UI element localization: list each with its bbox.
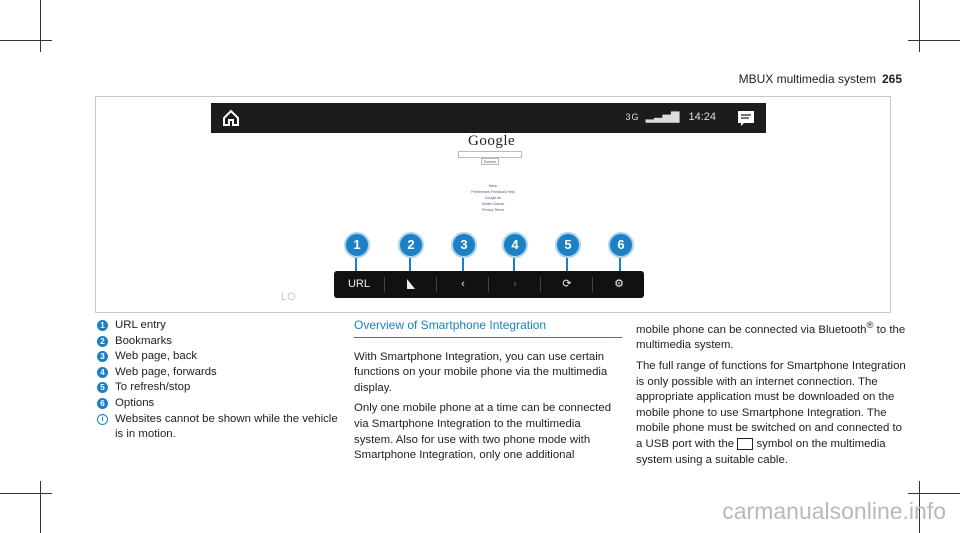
- crop-mark: [908, 40, 960, 41]
- paragraph: [636, 318, 906, 354]
- options-button[interactable]: [594, 271, 644, 298]
- crop-mark: [40, 481, 41, 533]
- paragraph-text: mobile phone can be connected via Bluetooth: [636, 323, 867, 336]
- crop-mark: [908, 493, 960, 494]
- google-link[interactable]: Google.de: [484, 196, 502, 200]
- google-link[interactable]: Feedback: [491, 190, 507, 194]
- paragraph: Only one mobile phone at a time can be connected via Smartphone Integration to the multimedia system. Also for use with two phone mode with Smartphone Integration, only one additional: [354, 402, 612, 462]
- google-links: [468, 183, 518, 213]
- paragraph-text: The full range of functions for Smartphone Integration is only possible with an internet connection. The appropriate application must be downloaded on the mobile phone to use Smartphone Integration. The mobile phone must be switched on and connected to a USB port with the: [636, 359, 906, 450]
- chevron-right-icon: ›: [513, 278, 517, 290]
- divider: [488, 277, 489, 292]
- paragraph: With Smartphone Integration, you can use certain functions on your mobile phone via the multimedia display.: [354, 350, 608, 394]
- legend-item: [97, 396, 345, 412]
- refresh-button[interactable]: [542, 271, 592, 298]
- divider: [592, 277, 593, 292]
- legend-item: [97, 380, 345, 396]
- bookmarks-button[interactable]: [386, 271, 436, 298]
- screen-status-bar: [211, 103, 766, 133]
- callout-1: 1: [344, 232, 370, 258]
- url-button[interactable]: [334, 271, 384, 298]
- page-header: [739, 72, 902, 86]
- callout-2: 2: [398, 232, 424, 258]
- page-number: 265: [881, 72, 902, 86]
- legend-text: Bookmarks: [115, 334, 172, 347]
- continued-column: [636, 318, 906, 473]
- crop-mark: [40, 0, 41, 52]
- lo-label: LO: [281, 291, 296, 303]
- paragraph: [636, 359, 906, 468]
- callout-5: 5: [555, 232, 581, 258]
- message-icon[interactable]: [736, 108, 756, 128]
- legend-item: [97, 318, 345, 334]
- callout-3: 3: [451, 232, 477, 258]
- home-icon[interactable]: [221, 108, 241, 128]
- section-column: [354, 318, 622, 469]
- google-logo: [468, 133, 515, 150]
- status-time: 14:24: [688, 111, 716, 123]
- legend-number: 1: [97, 320, 108, 331]
- divider: [436, 277, 437, 292]
- google-logo-text: Google: [468, 133, 516, 149]
- refresh-icon: ⟳: [562, 278, 572, 290]
- chevron-left-icon: ‹: [461, 278, 465, 290]
- watermark: carmanualsonline.info: [722, 498, 946, 524]
- header-title: MBUX multimedia system: [738, 72, 876, 86]
- google-link[interactable]: Preferences: [471, 190, 491, 194]
- crop-mark: [0, 493, 52, 494]
- legend-item: [97, 365, 345, 381]
- signal-label: 3G: [625, 112, 640, 122]
- crop-mark: [0, 40, 52, 41]
- forward-button[interactable]: [490, 271, 540, 298]
- signal-icon: ▂▃▅▇: [645, 111, 680, 123]
- legend-number: 2: [97, 336, 108, 347]
- paragraph-text: to the multimedia system.: [636, 323, 906, 352]
- legend-number: 6: [97, 398, 108, 409]
- divider: [540, 277, 541, 292]
- legend-text: Options: [115, 396, 155, 409]
- legend-item: [97, 349, 345, 365]
- screenshot-figure: [95, 96, 891, 313]
- legend-column: [97, 318, 345, 443]
- google-link[interactable]: Mobile: [481, 202, 493, 206]
- google-link[interactable]: Privacy: [482, 208, 494, 212]
- crop-mark: [919, 0, 920, 52]
- legend-number: 3: [97, 351, 108, 362]
- google-link[interactable]: Help: [507, 190, 515, 194]
- legend-item: [97, 334, 345, 350]
- gear-icon: ⚙: [614, 278, 624, 290]
- browser-toolbar: [334, 271, 644, 298]
- legend-text: URL entry: [115, 319, 166, 331]
- google-search-button[interactable]: Search: [481, 158, 499, 165]
- legend-text: Web page, back: [115, 350, 198, 363]
- google-link[interactable]: Menu: [488, 184, 498, 188]
- section-heading: Overview of Smartphone Integration: [354, 318, 622, 338]
- legend-text: To refresh/stop: [115, 381, 191, 394]
- registered-mark: ®: [866, 320, 874, 331]
- info-icon: i: [97, 414, 108, 425]
- callout-4: 4: [502, 232, 528, 258]
- paragraph-text: symbol on the multimedia system using a suitable cable.: [636, 437, 886, 466]
- divider: [384, 277, 385, 292]
- callout-6: 6: [608, 232, 634, 258]
- google-search-input[interactable]: [458, 151, 522, 158]
- url-label: URL: [347, 278, 370, 290]
- legend-number: 5: [97, 382, 108, 393]
- back-button[interactable]: [438, 271, 488, 298]
- google-link[interactable]: Terms: [494, 208, 504, 212]
- info-text: Websites cannot be shown while the vehicle is in motion.: [115, 412, 338, 441]
- google-link[interactable]: Classic: [493, 202, 505, 206]
- legend-number: 4: [97, 367, 108, 378]
- status-area: [626, 110, 716, 123]
- bookmark-icon: [406, 278, 416, 290]
- info-note: [97, 412, 345, 443]
- legend-text: Web page, forwards: [115, 365, 217, 378]
- usb-icon: [737, 438, 753, 450]
